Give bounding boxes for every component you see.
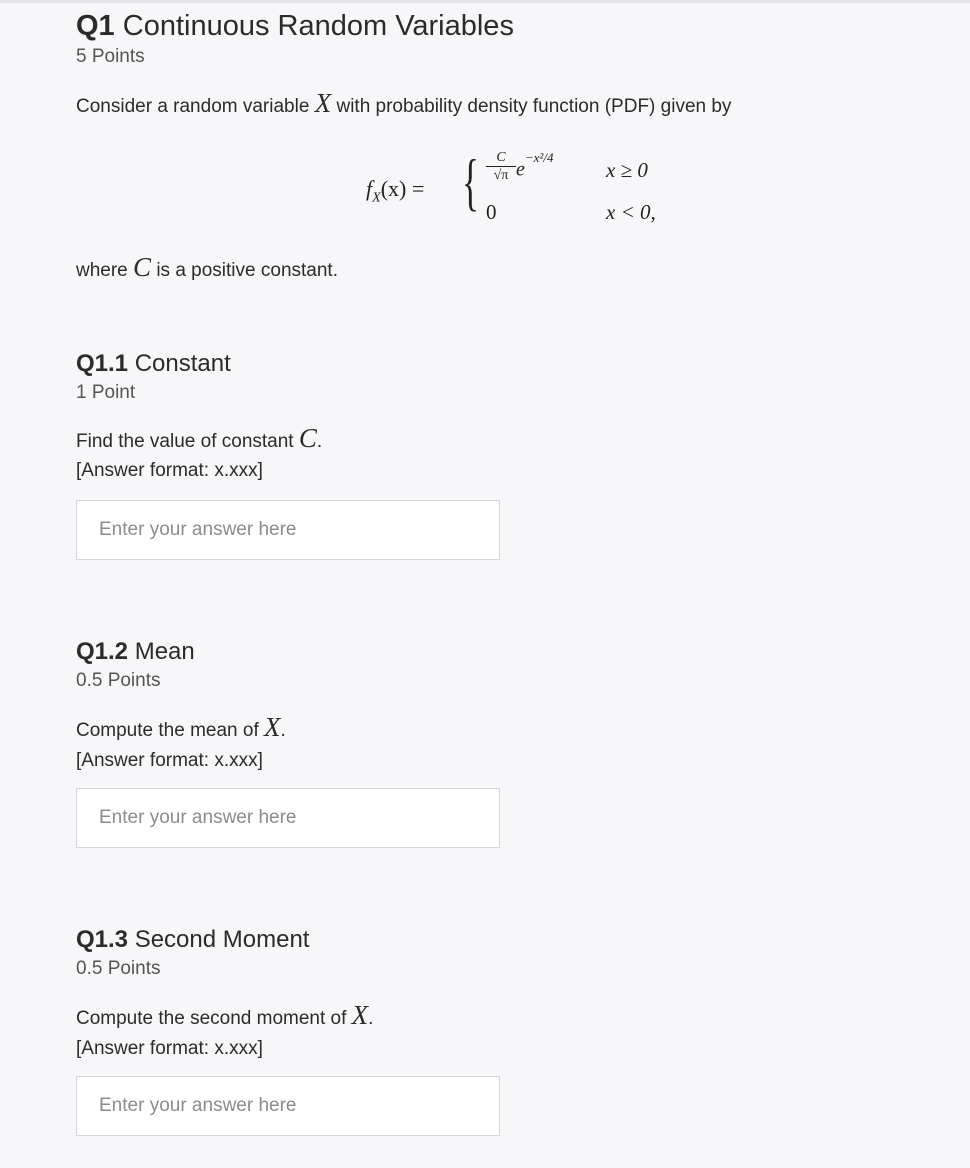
answer-input-constant[interactable]	[76, 500, 500, 560]
formula-exponential: $e^{-x^2/4}$	[516, 150, 554, 181]
part-points: 0.5 Points	[76, 670, 161, 691]
part-points: 1 Point	[76, 382, 136, 403]
pdf-formula	[366, 146, 696, 236]
question-intro: Consider a random variable X with probability density function (PDF) given by	[76, 88, 732, 118]
answer-input-mean[interactable]	[76, 788, 500, 848]
answer-format-hint: [Answer format: x.xxx]	[76, 460, 263, 481]
formula-condition-positive: x ≥ 0	[606, 158, 648, 182]
question-title-text: Continuous Random Variables	[122, 10, 514, 42]
part-prompt: Compute the second moment of X.	[76, 1000, 374, 1030]
formula-fraction: C √π	[486, 150, 516, 183]
question-title	[76, 10, 514, 43]
math-variable: C	[133, 252, 152, 282]
formula-brace: {	[462, 146, 479, 217]
top-divider	[0, 0, 970, 3]
question-where-clause: where C is a positive constant.	[76, 252, 338, 282]
math-variable: C	[298, 423, 317, 453]
question-number: Q1	[76, 10, 115, 42]
part-prompt: Compute the mean of X.	[76, 712, 286, 742]
question-points: 5 Points	[76, 46, 145, 67]
part-prompt: Find the value of constant C.	[76, 423, 323, 453]
answer-format-hint: [Answer format: x.xxx]	[76, 750, 263, 771]
part-points: 0.5 Points	[76, 958, 161, 979]
formula-zero-case: 0	[486, 200, 497, 224]
part-number: Q1.2	[76, 638, 129, 665]
part-number: Q1.1	[76, 350, 129, 377]
formula-condition-negative: x < 0,	[606, 200, 656, 224]
answer-input-second-moment[interactable]	[76, 1076, 500, 1136]
answer-format-hint: [Answer format: x.xxx]	[76, 1038, 263, 1059]
math-variable: X	[264, 712, 281, 742]
math-variable: X	[314, 88, 332, 118]
formula-lhs: $f_X(x)$ =	[366, 176, 425, 206]
part-title: Q1.2 Mean	[76, 638, 195, 665]
math-variable: X	[351, 1000, 369, 1030]
part-title: Q1.1 Constant	[76, 350, 231, 377]
part-title: Q1.3 Second Moment	[76, 926, 310, 953]
part-number: Q1.3	[76, 926, 129, 953]
